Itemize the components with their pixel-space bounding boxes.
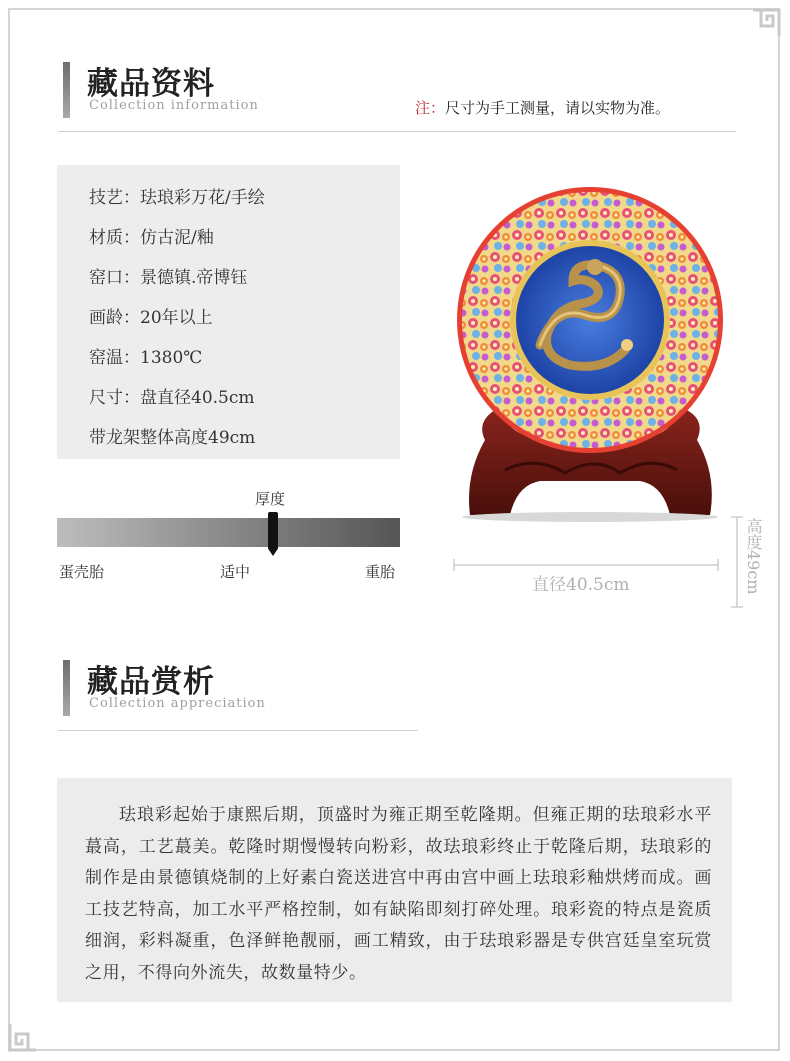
spec-key-second: 口：: [106, 268, 140, 288]
spec-key-second: 龄：: [106, 308, 140, 328]
spec-value: 盘直径40.5cm: [140, 388, 255, 408]
height-label: 高度49cm: [744, 518, 763, 595]
spec-key-first: 窑: [89, 268, 106, 288]
scale-label-thin: 蛋壳胎: [59, 563, 105, 581]
scale-label-heavy: 重胎: [365, 563, 396, 581]
appreciation-text: 珐琅彩起始于康熙后期，顶盛时为雍正期至乾隆期。但雍正期的珐琅彩水平蕞高，工艺蕞美。乾隆时期慢慢转向粉彩，故珐琅彩终止于乾隆后期，珐琅彩的制作是由景德镇烧制的上好素白瓷送进宫中再由宫中画上珐琅彩釉烘烤而成。画工技艺特高，加工水平严格控制，如有缺陷即刻打碎处理。琅彩瓷的特点是瓷质细润，彩料凝重，色泽鲜艳靓丽，画工精致，由于珐琅彩器是专供宫廷皇室玩赏之用，不得向外流失，故数量特少。: [85, 805, 712, 983]
spec-value: 仿古泥/釉: [140, 228, 214, 248]
spec-key-first: 画: [89, 308, 106, 328]
spec-row: [89, 263, 247, 288]
spec-value: 1380℃: [140, 348, 203, 368]
spec-value: 景德镇.帝博钰: [140, 268, 248, 288]
section-title: 藏品资料: [87, 66, 215, 102]
spec-row-extra: 带龙架整体高度49cm: [89, 428, 256, 448]
spec-row: [89, 343, 202, 368]
section-subtitle: Collection appreciation: [89, 696, 266, 711]
thickness-gradient-bar: [57, 518, 400, 547]
spec-key-first: 材: [89, 228, 106, 248]
thickness-marker: [268, 512, 278, 550]
section-title: 藏品赏析: [87, 664, 215, 700]
spec-key-second: 质：: [106, 228, 140, 248]
measurement-note: [415, 97, 670, 118]
enamel-plate-image: [445, 185, 735, 525]
spec-key-second: 温：: [106, 348, 140, 368]
corner-ornament-bottom-left-icon: [8, 1022, 38, 1052]
section-subtitle: Collection information: [89, 98, 259, 113]
scale-label-medium: 适中: [220, 563, 251, 581]
spec-row: [89, 383, 255, 408]
title-accent-bar: [63, 660, 70, 716]
diameter-label: 直径40.5cm: [532, 575, 630, 595]
note-text: 尺寸为手工测量，请以实物为准。: [445, 99, 671, 117]
note-label: 注：: [415, 99, 446, 117]
thickness-label: 厚度: [255, 490, 286, 508]
appreciation-panel: [57, 778, 732, 1002]
corner-ornament-top-right-icon: [751, 8, 781, 38]
spec-panel: [57, 165, 400, 459]
spec-value: 20年以上: [140, 308, 213, 328]
title-accent-bar: [63, 62, 70, 118]
spec-row: [89, 223, 214, 248]
spec-key-second: 寸：: [106, 388, 140, 408]
section-divider: [58, 730, 418, 731]
spec-key-first: 窑: [89, 348, 106, 368]
spec-value: 珐琅彩万花/手绘: [140, 188, 265, 208]
spec-key-first: 尺: [89, 388, 106, 408]
spec-key-first: 技: [89, 188, 106, 208]
spec-key-second: 艺：: [106, 188, 140, 208]
spec-row: [89, 303, 213, 328]
spec-row: [89, 183, 265, 208]
section-divider: [58, 131, 736, 132]
